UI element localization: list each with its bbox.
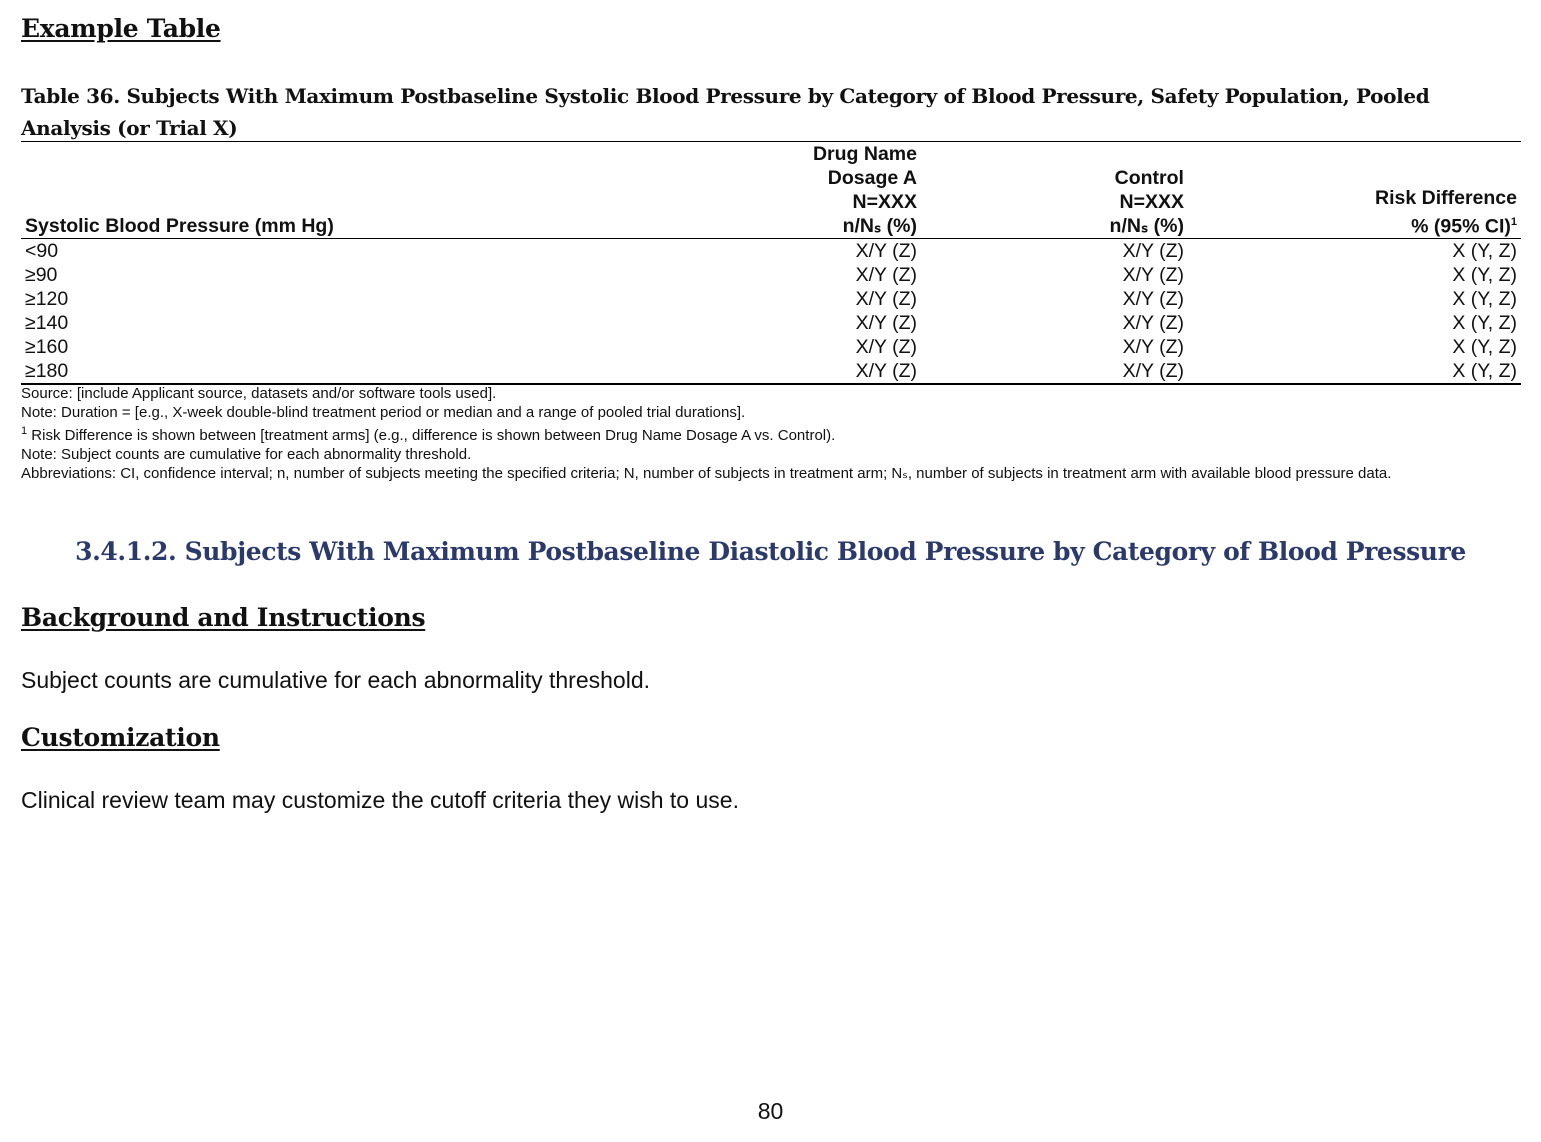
header-category: Systolic Blood Pressure (mm Hg) bbox=[21, 142, 711, 239]
header-risk-line bbox=[1192, 210, 1517, 239]
row-category: ≥120 bbox=[25, 288, 69, 310]
row-category: ≥180 bbox=[21, 359, 711, 384]
note-source: Source: [include Applicant source, datasets and/or software tools used]. bbox=[21, 385, 497, 402]
table-caption: Table 36. Subjects With Maximum Postbaseline Systolic Blood Pressure by Category of Blood Pressure, Safety Population, Pooled Analysis (or Trial X) bbox=[21, 84, 1430, 140]
row-risk: X (Y, Z) bbox=[1452, 288, 1517, 310]
table-row bbox=[21, 311, 1521, 335]
row-drug: X/Y (Z) bbox=[855, 288, 917, 310]
table-row bbox=[21, 359, 1521, 384]
blood-pressure-table bbox=[21, 141, 1521, 385]
header-drug-line: n/Nₛ (%) bbox=[842, 215, 917, 237]
row-control: X/Y (Z) bbox=[1122, 312, 1184, 334]
row-category: ≥90 bbox=[25, 264, 58, 286]
row-control: X/Y (Z) bbox=[921, 359, 1188, 384]
row-control: X/Y (Z) bbox=[1122, 336, 1184, 358]
example-table-heading: Example Table bbox=[21, 14, 221, 43]
row-control: X/Y (Z) bbox=[1122, 240, 1184, 262]
row-drug: X/Y (Z) bbox=[855, 240, 917, 262]
header-risk-difference bbox=[1188, 142, 1521, 239]
row-category: ≥140 bbox=[25, 312, 69, 334]
table-notes bbox=[21, 384, 1521, 483]
row-category: ≥160 bbox=[25, 336, 69, 358]
header-control-line: n/Nₛ (%) bbox=[1109, 215, 1184, 237]
row-control: X/Y (Z) bbox=[1122, 264, 1184, 286]
table-header-row bbox=[21, 142, 1521, 239]
row-control: X/Y (Z) bbox=[1122, 288, 1184, 310]
header-drug-line: Drug Name bbox=[812, 143, 917, 165]
header-drug-line: N=XXX bbox=[852, 191, 917, 213]
note-abbreviations: Abbreviations: CI, confidence interval; n, number of subjects meeting the specified criteria; N, number of subjects in treatment arm; Nₛ, number of subjects in treatment arm with available blood pressure data. bbox=[21, 465, 1392, 482]
header-risk-line: Risk Difference bbox=[1375, 186, 1517, 209]
note-duration: Note: Duration = [e.g., X-week double-blind treatment period or median and a range of pooled trial durations]. bbox=[21, 404, 746, 421]
row-drug: X/Y (Z) bbox=[855, 312, 917, 334]
row-risk: X (Y, Z) bbox=[1452, 312, 1517, 334]
row-risk: X (Y, Z) bbox=[1452, 264, 1517, 286]
row-risk: X (Y, Z) bbox=[1452, 336, 1517, 358]
header-control bbox=[921, 142, 1188, 239]
customization-text: Clinical review team may customize the cutoff criteria they wish to use. bbox=[21, 787, 739, 813]
header-risk-footnote-mark: 1 bbox=[1510, 215, 1517, 228]
header-control-line: N=XXX bbox=[1119, 191, 1184, 213]
footnote-text: Risk Difference is shown between [treatment arms] (e.g., difference is shown between Drug Name Dosage A vs. Control). bbox=[27, 427, 836, 444]
footnote-mark: 1 bbox=[21, 425, 28, 437]
customization-heading: Customization bbox=[21, 723, 220, 752]
header-drug-line: Dosage A bbox=[827, 167, 917, 189]
section-heading: 3.4.1.2. Subjects With Maximum Postbaseline Diastolic Blood Pressure by Category of Blood Pressure bbox=[75, 537, 1466, 566]
note-cumulative: Note: Subject counts are cumulative for each abnormality threshold. bbox=[21, 446, 472, 463]
note-footnote bbox=[21, 422, 1521, 445]
header-drug bbox=[711, 142, 921, 239]
page-number: 80 bbox=[757, 1098, 784, 1124]
row-risk: X (Y, Z) bbox=[1452, 240, 1517, 262]
header-control-line: Control bbox=[1114, 167, 1184, 189]
header-risk-ci: % (95% CI) bbox=[1411, 215, 1511, 237]
row-drug: X/Y (Z) bbox=[855, 336, 917, 358]
table-row bbox=[21, 335, 1521, 359]
table-row bbox=[21, 239, 1521, 264]
background-text: Subject counts are cumulative for each abnormality threshold. bbox=[21, 667, 650, 693]
background-heading: Background and Instructions bbox=[21, 603, 426, 632]
row-risk: X (Y, Z) bbox=[1188, 359, 1521, 384]
table-row bbox=[21, 287, 1521, 311]
row-drug: X/Y (Z) bbox=[855, 264, 917, 286]
row-category: <90 bbox=[25, 240, 59, 262]
table-row bbox=[21, 263, 1521, 287]
row-drug: X/Y (Z) bbox=[711, 359, 921, 384]
